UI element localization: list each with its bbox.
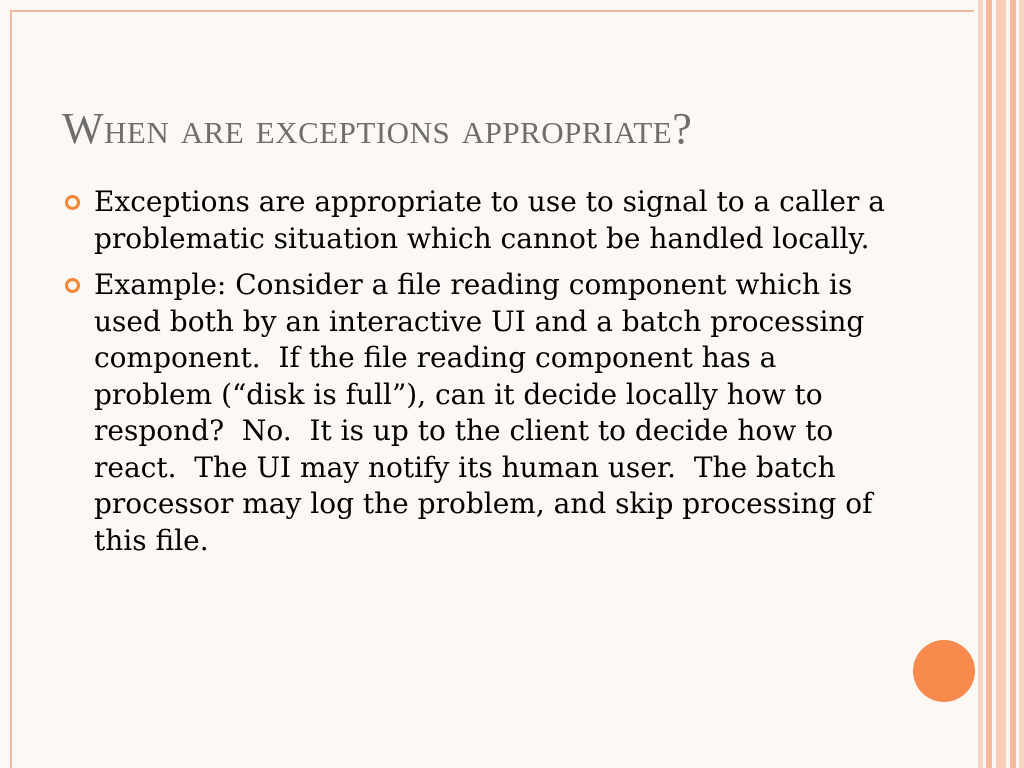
right-decor-stripe (1010, 0, 1016, 768)
bullet-item (62, 267, 892, 559)
slide-title: When are exceptions appropriate? (62, 104, 693, 153)
bullet-item (62, 184, 892, 257)
hollow-circle-bullet-icon (65, 195, 80, 210)
right-decor-stripe (996, 0, 1006, 768)
right-decor-stripe (978, 0, 983, 768)
bullet-text: Example: Consider a file reading component which is used both by an interactive UI and a batch processing component. If the file reading component has a problem (“disk is full”), can it decide locally how to respond? No. It is up to the client to decide how to react. The UI may notify its human user. The batch processor may log the problem, and skip processing of this file. (94, 268, 882, 557)
right-decor-stripe (986, 0, 992, 768)
bullet-list (62, 184, 892, 569)
bullet-text: Exceptions are appropriate to use to signal to a caller a problematic situation which cannot be handled locally. (94, 185, 894, 255)
right-decor-stripe (1019, 0, 1024, 768)
decorative-orange-circle (913, 640, 975, 702)
hollow-circle-bullet-icon (65, 278, 80, 293)
